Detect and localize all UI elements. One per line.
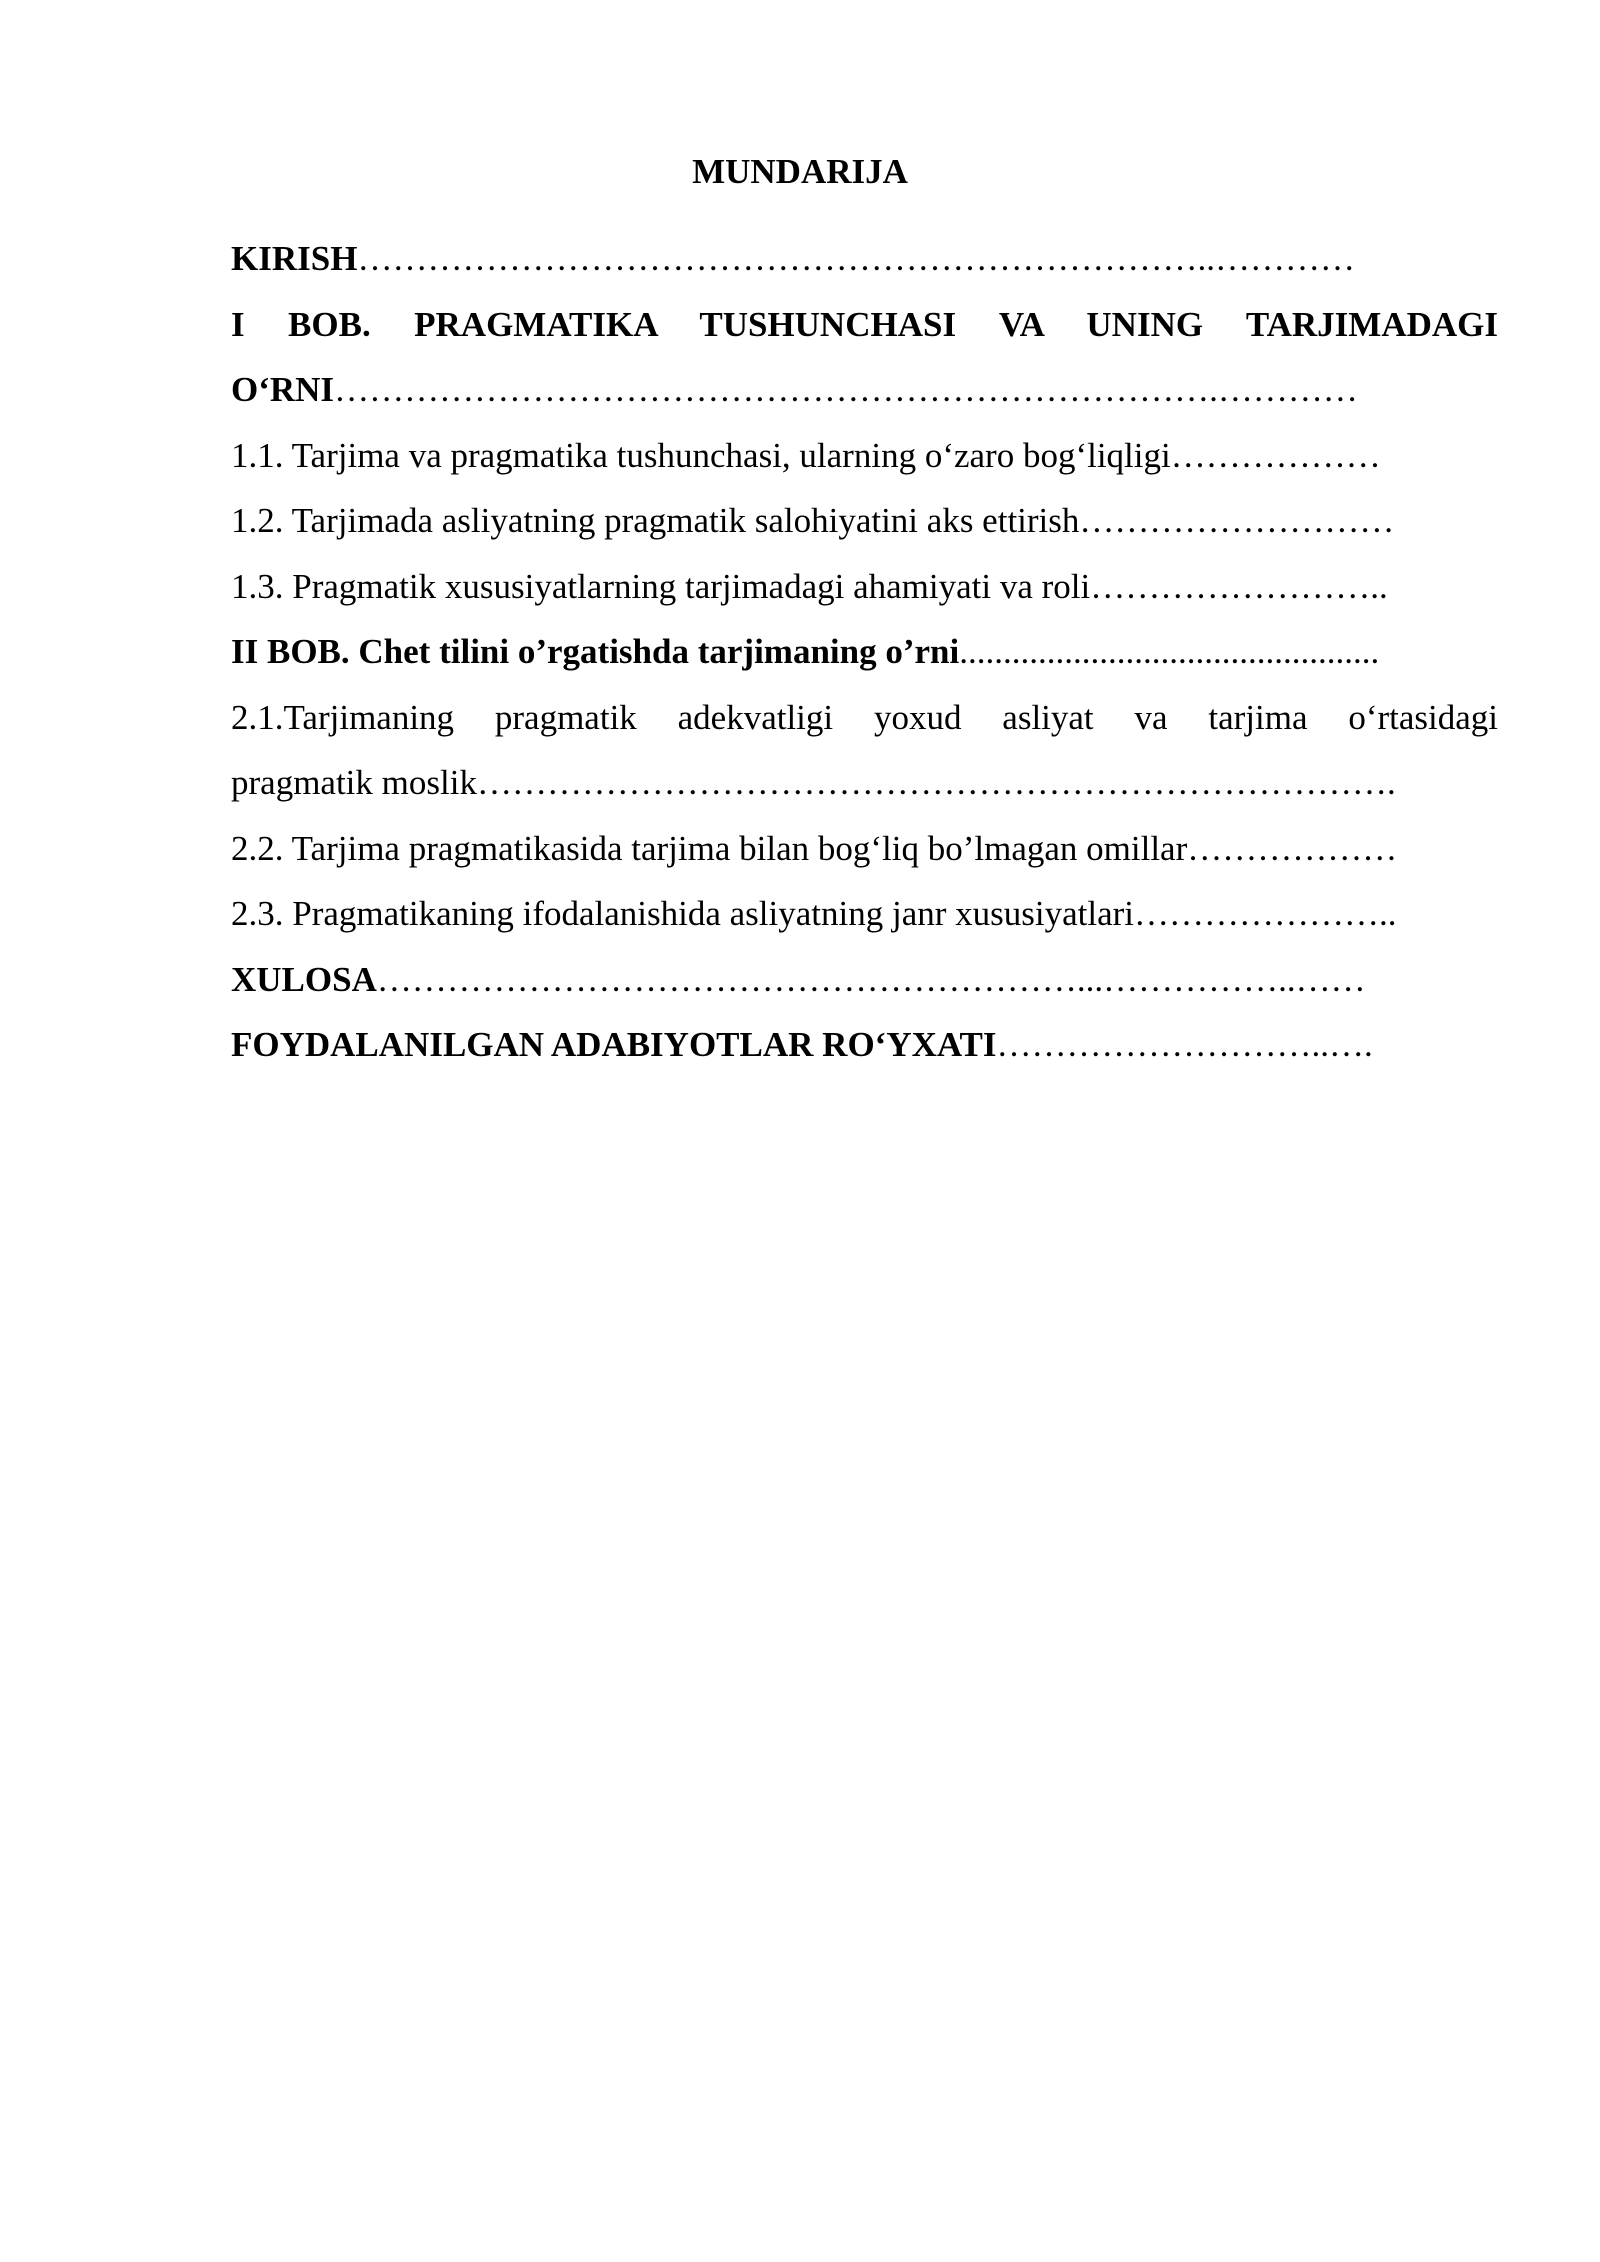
- page-title: MUNDARIJA: [692, 152, 908, 191]
- toc-chapter-1-heading[interactable]: I BOB. PRAGMATIKA TUSHUNCHASI VA UNING TARJIMADAGI: [231, 304, 1498, 344]
- toc-leader-dots: ………………………………………………………………….…………: [334, 370, 1358, 409]
- toc-entry-2-1[interactable]: 2.1.Tarjimaning pragmatik adekvatligi yoxud asliyat va tarjima o‘rtasidagi: [231, 697, 1498, 737]
- toc-chapter-1-heading-cont[interactable]: [231, 357, 1498, 423]
- toc-entry-label: 2.2. Tarjima pragmatikasida tarjima bilan bog‘liq bo’lmagan omillar: [231, 828, 1188, 868]
- toc-entry-2-3[interactable]: [231, 881, 1498, 947]
- toc-entry-label: KIRISH: [231, 239, 358, 278]
- toc-leader-dots: ………………………………………………………………..…………: [357, 239, 1355, 278]
- toc-entry-label: FOYDALANILGAN ADABIYOTLAR RO‘YXATI: [231, 1025, 997, 1064]
- toc-leader-dots: ……………………………………………………...……………..……: [376, 959, 1366, 999]
- toc-entry-label: 1.2. Tarjimada asliyatning pragmatik salohiyatini aks ettirish: [231, 501, 1080, 540]
- toc-leader-dots: ……………………..: [1090, 566, 1388, 606]
- toc-entry-label: XULOSA: [231, 959, 377, 999]
- toc-leader-dots: ………………: [1170, 435, 1381, 475]
- toc-entry-label: II BOB. Chet tilini o’rgatishda tarjimaning o’rni: [231, 632, 960, 671]
- toc-entry-label: pragmatik moslik: [231, 763, 477, 802]
- toc-entry-adabiyotlar[interactable]: [231, 1012, 1498, 1078]
- toc-leader-dots: ………………: [1187, 828, 1398, 868]
- toc-leader-dots: …………………..: [1134, 894, 1397, 933]
- toc-leader-dots: …………………………………………………………………….: [476, 763, 1396, 802]
- toc-entry-1-3[interactable]: [231, 554, 1498, 620]
- toc-entry-label: O‘RNI: [231, 370, 335, 409]
- toc-entry-2-2[interactable]: [231, 816, 1498, 882]
- toc-entry-xulosa[interactable]: [231, 947, 1498, 1013]
- toc-entry-label: 2.3. Pragmatikaning ifodalanishida asliyatning janr xususiyatlari: [231, 894, 1135, 933]
- toc-entry-label: 1.1. Tarjima va pragmatika tushunchasi, ularning o‘zaro bog‘liqligi: [231, 435, 1171, 475]
- toc-chapter-2-heading[interactable]: [231, 619, 1498, 685]
- toc-leader-dots: ................................................: [959, 632, 1380, 671]
- toc-leader-dots: ………………………..….: [996, 1025, 1373, 1064]
- toc-entry-kirish[interactable]: [231, 226, 1498, 292]
- table-of-contents: [231, 226, 1498, 1078]
- toc-entry-1-1[interactable]: [231, 423, 1498, 489]
- toc-leader-dots: ………………………: [1079, 501, 1395, 540]
- toc-entry-1-2[interactable]: [231, 488, 1498, 554]
- toc-entry-2-1-cont[interactable]: [231, 750, 1498, 816]
- toc-entry-label: 1.3. Pragmatik xususiyatlarning tarjimadagi ahamiyati va roli: [231, 566, 1091, 606]
